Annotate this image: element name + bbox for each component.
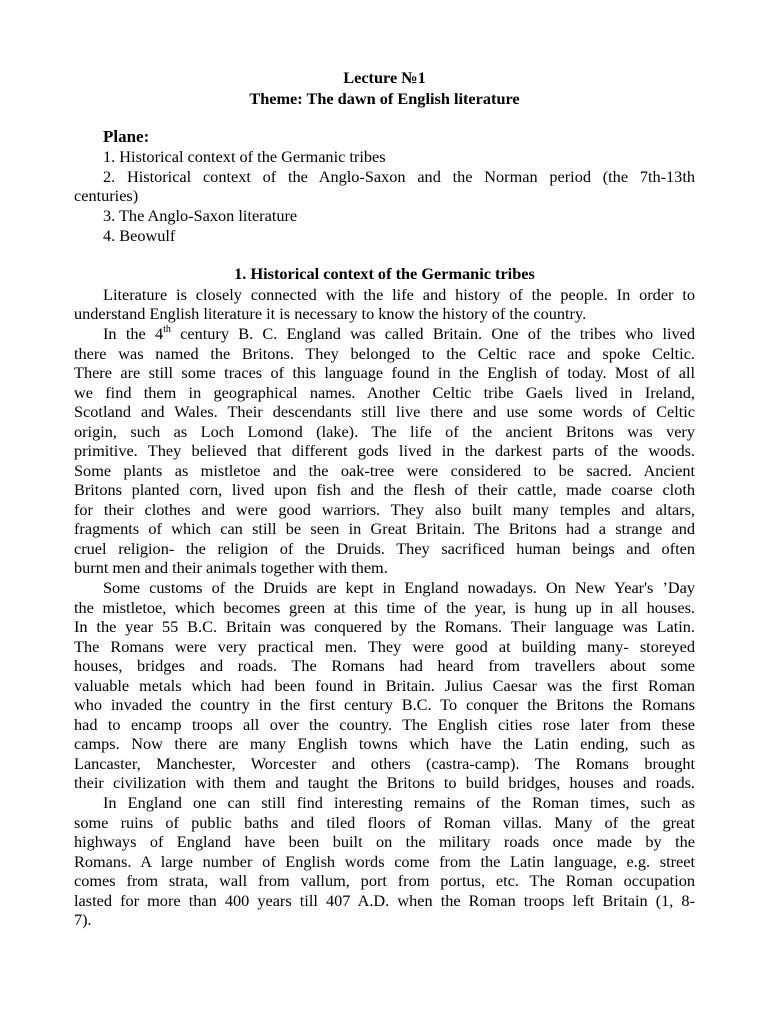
text-line: comes from strata, wall from vallum, port from portus, etc. The Roman occupation — [74, 871, 695, 890]
text-line: Literature is closely connected with the life and history of the people. In order to — [103, 285, 695, 304]
text-fragment: In the 4 — [103, 324, 164, 343]
text-line: Some customs of the Druids are kept in England nowadays. On New Year's ’Day — [103, 578, 695, 597]
text-line: for their clothes and were good warriors. They also built many temples and altars, — [74, 500, 695, 519]
text-line: There are still some traces of this language found in the English of today. Most of all — [74, 363, 695, 382]
text-line: 7). — [74, 910, 92, 929]
plan-item-3: 3. The Anglo-Saxon literature — [103, 206, 298, 225]
text-line: cruel religion- the religion of the Druids. They sacrificed human beings and often — [74, 539, 695, 558]
text-line: we find them in geographical names. Another Celtic tribe Gaels lived in Ireland, — [74, 383, 695, 402]
text-line: Romans. A large number of English words come from the Latin language, e.g. street — [74, 852, 695, 871]
text-line: highways of England have been built on the military roads once made by the — [74, 832, 695, 851]
text-line: their civilization with them and taught the Britons to build bridges, houses and roads. — [74, 773, 695, 792]
text-fragment: century B. C. England was called Britain. One of the tribes who lived — [170, 324, 695, 343]
text-line: origin, such as Loch Lomond (lake). The life of the ancient Britons was very — [74, 422, 695, 441]
text-line: valuable metals which had been found in Britain. Julius Caesar was the first Roman — [74, 676, 695, 695]
text-line: In England one can still find interesting remains of the Roman times, such as — [103, 793, 695, 812]
text-line: The Romans were very practical men. They were good at building many- storeyed — [74, 637, 695, 656]
plan-item-1: 1. Historical context of the Germanic tribes — [103, 147, 386, 166]
text-line: camps. Now there are many English towns which have the Latin ending, such as — [74, 734, 695, 753]
lecture-number: Lecture №1 — [343, 68, 426, 87]
plan-item-2: 2. Historical context of the Anglo-Saxon and the Norman period (the 7th-13th — [103, 167, 695, 186]
section-title: 1. Historical context of the Germanic tribes — [234, 264, 535, 283]
text-line: Lancaster, Manchester, Worcester and others (castra-camp). The Romans brought — [74, 754, 695, 773]
superscript-ordinal: th — [163, 324, 171, 335]
plan-item-4: 4. Beowulf — [103, 226, 176, 245]
text-line: who invaded the country in the first century B.C. To conquer the Britons the Romans — [74, 695, 695, 714]
text-line: Britons planted corn, lived upon fish and the flesh of their cattle, made coarse cloth — [74, 480, 695, 499]
plan-item-2-continued: centuries) — [74, 186, 139, 205]
text-line: In the year 55 B.C. Britain was conquered by the Romans. Their language was Latin. — [74, 617, 695, 636]
text-line — [103, 324, 695, 344]
text-line: fragments of which can still be seen in Great Britain. The Britons had a strange and — [74, 519, 695, 538]
lecture-theme: Theme: The dawn of English literature — [249, 89, 520, 108]
text-line: understand English literature it is necessary to know the history of the country. — [74, 304, 587, 323]
text-line: lasted for more than 400 years till 407 A.D. when the Roman troops left Britain (1, 8- — [74, 891, 695, 910]
text-line: burnt men and their animals together with them. — [74, 558, 388, 577]
text-line: there was named the Britons. They belonged to the Celtic race and spoke Celtic. — [74, 344, 695, 363]
plan-heading: Plane: — [103, 127, 150, 146]
text-line: houses, bridges and roads. The Romans had heard from travellers about some — [74, 656, 695, 675]
text-line: Scotland and Wales. Their descendants still live there and use some words of Celtic — [74, 402, 695, 421]
text-line: some ruins of public baths and tiled floors of Roman villas. Many of the great — [74, 813, 695, 832]
text-line: primitive. They believed that different gods lived in the darkest parts of the woods. — [74, 441, 695, 460]
text-line: had to encamp troops all over the country. The English cities rose later from these — [74, 715, 695, 734]
text-line: the mistletoe, which becomes green at this time of the year, is hung up in all houses. — [74, 598, 695, 617]
text-line: Some plants as mistletoe and the oak-tree were considered to be sacred. Ancient — [74, 461, 695, 480]
